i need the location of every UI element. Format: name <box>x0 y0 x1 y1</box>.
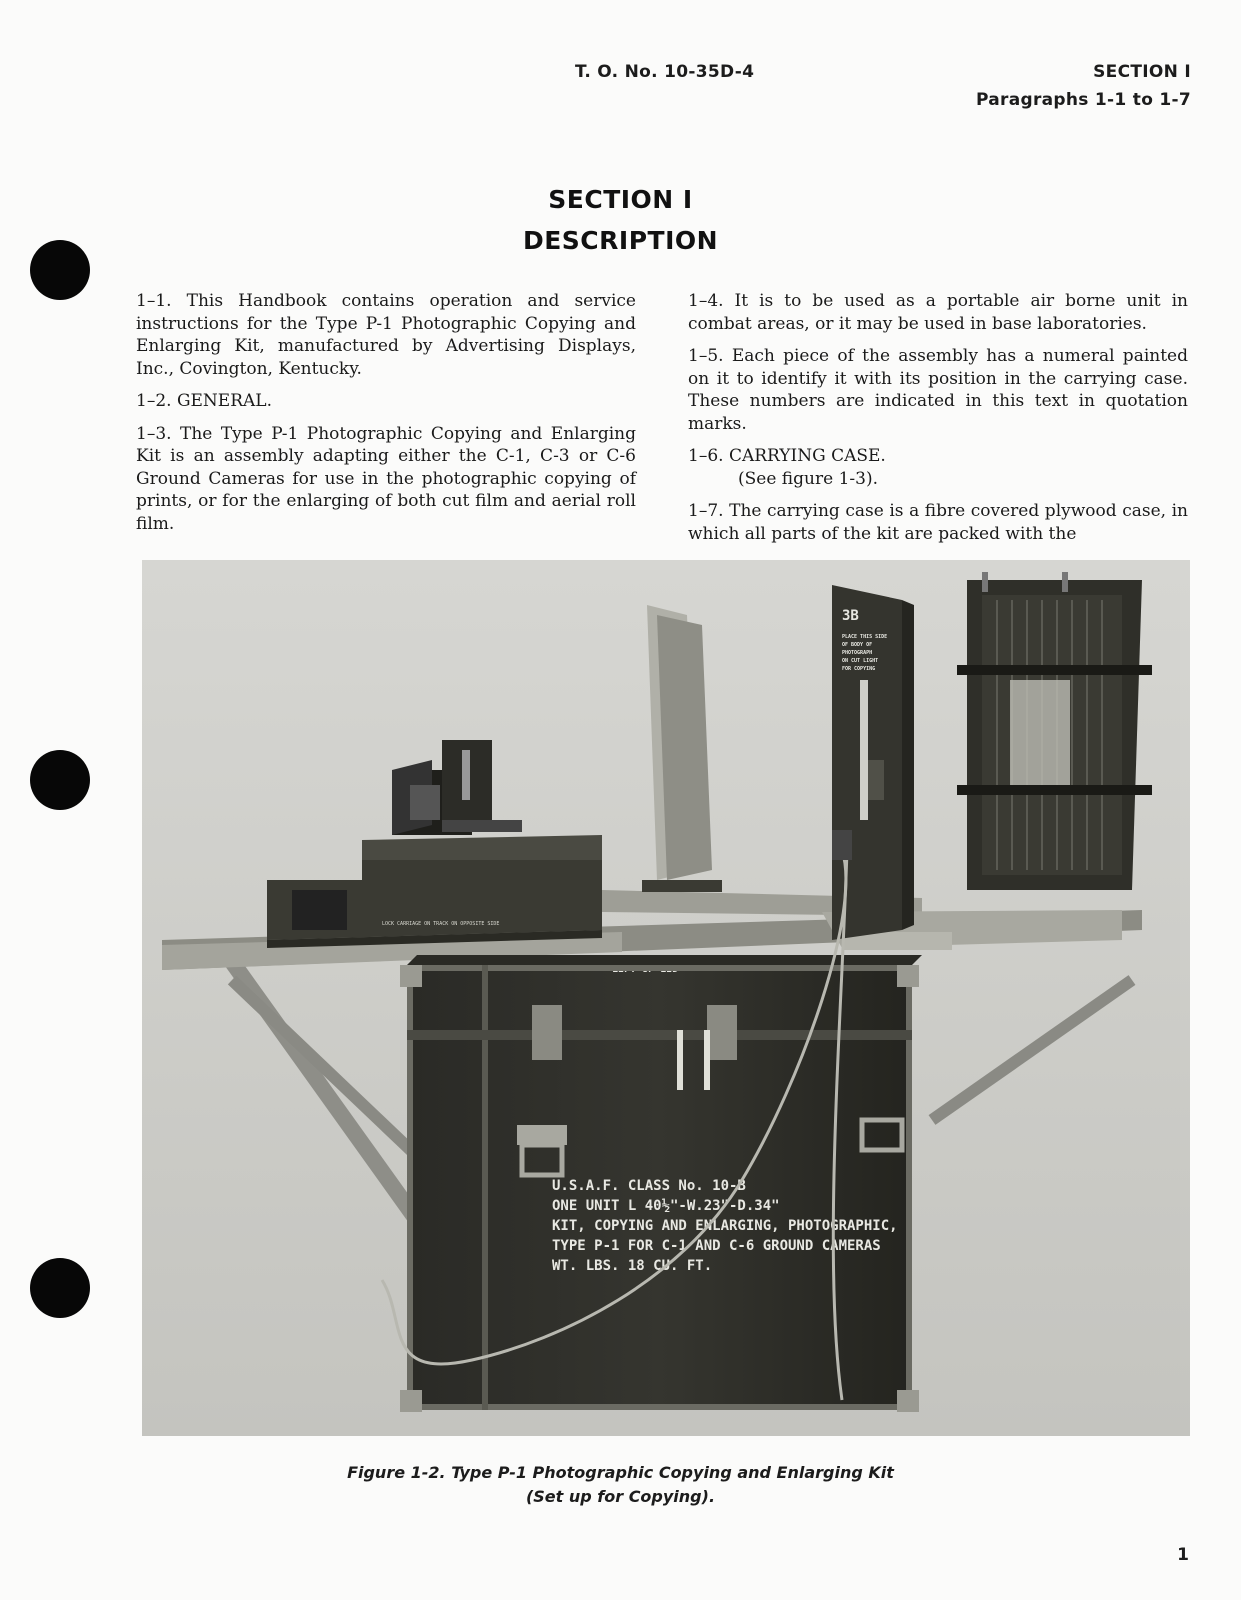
header-section: SECTION I <box>1093 62 1191 82</box>
figure-caption: Figure 1-2. Type P-1 Photographic Copying and Enlarging Kit <box>347 1463 894 1482</box>
panel-note-line: FOR COPYING <box>842 666 876 672</box>
paragraph-1-6-reference: (See figure 1-3). <box>738 468 878 489</box>
text-column-right <box>688 290 1188 555</box>
header-paragraph-range: Paragraphs 1-1 to 1-7 <box>975 90 1191 110</box>
panel-note-line: OF BODY OF <box>842 642 873 648</box>
figure-caption-subline: (Set up for Copying). <box>525 1487 716 1506</box>
photo-kit-illustration <box>142 560 1190 1436</box>
paragraph-1-1: 1–1. This Handbook contains operation and service instructions for the Type P-1 Photographic Copying and Enlarging Kit, manufactured by Advertising Displays, Inc., Covington, Kentucky. <box>136 291 636 379</box>
stencil-line: WT. LBS. 18 CU. FT. <box>552 1258 713 1274</box>
stencil-line: U.S.A.F. CLASS No. 10-B <box>552 1178 746 1194</box>
technical-order-number: T. O. No. 10-35D-4 <box>575 62 755 82</box>
section-subtitle: DESCRIPTION <box>522 226 719 255</box>
base-note-text: LOCK CARRIAGE ON TRACK ON OPPOSITE SIDE <box>382 921 500 927</box>
punch-hole <box>30 750 90 810</box>
paragraph-1-3: 1–3. The Type P-1 Photographic Copying and Enlarging Kit is an assembly adapting either the C-1, C-3 or C-6 Ground Cameras for use in the photographic copying of prints, or for the enlarging of both cut film and aerial roll film. <box>136 423 636 534</box>
stencil-line: ONE UNIT L 40½"-W.23"-D.34" <box>552 1198 780 1214</box>
stencil-line: TYPE P-1 FOR C-1 AND C-6 GROUND CAMERAS <box>552 1238 881 1254</box>
paragraph-1-4: 1–4. It is to be used as a portable air borne unit in combat areas, or it may be used in base laboratories. <box>688 291 1188 334</box>
figure-photograph <box>142 560 1190 1436</box>
paragraph-1-5: 1–5. Each piece of the assembly has a numeral painted on it to identify it with its position in the carrying case. These numbers are indicated in this text in quotation marks. <box>688 346 1188 434</box>
panel-note-line: ON CUT LIGHT <box>842 658 879 664</box>
panel-note-line: PLACE THIS SIDE <box>842 634 888 640</box>
punch-hole <box>30 1258 90 1318</box>
stencil-line: KIT, COPYING AND ENLARGING, PHOTOGRAPHIC, <box>552 1218 898 1234</box>
panel-number: 3B <box>842 608 859 624</box>
paragraph-1-2-heading: 1–2. GENERAL. <box>136 391 272 411</box>
page-number: 1 <box>1177 1545 1189 1565</box>
section-title: SECTION I <box>548 185 693 214</box>
panel-note-line: PHOTOGRAPH <box>842 650 873 656</box>
paragraph-1-6-heading: 1–6. CARRYING CASE. <box>688 446 886 466</box>
paragraph-1-7: 1–7. The carrying case is a fibre covered plywood case, in which all parts of the kit are packed with the <box>688 501 1188 544</box>
text-column-left <box>136 290 636 545</box>
